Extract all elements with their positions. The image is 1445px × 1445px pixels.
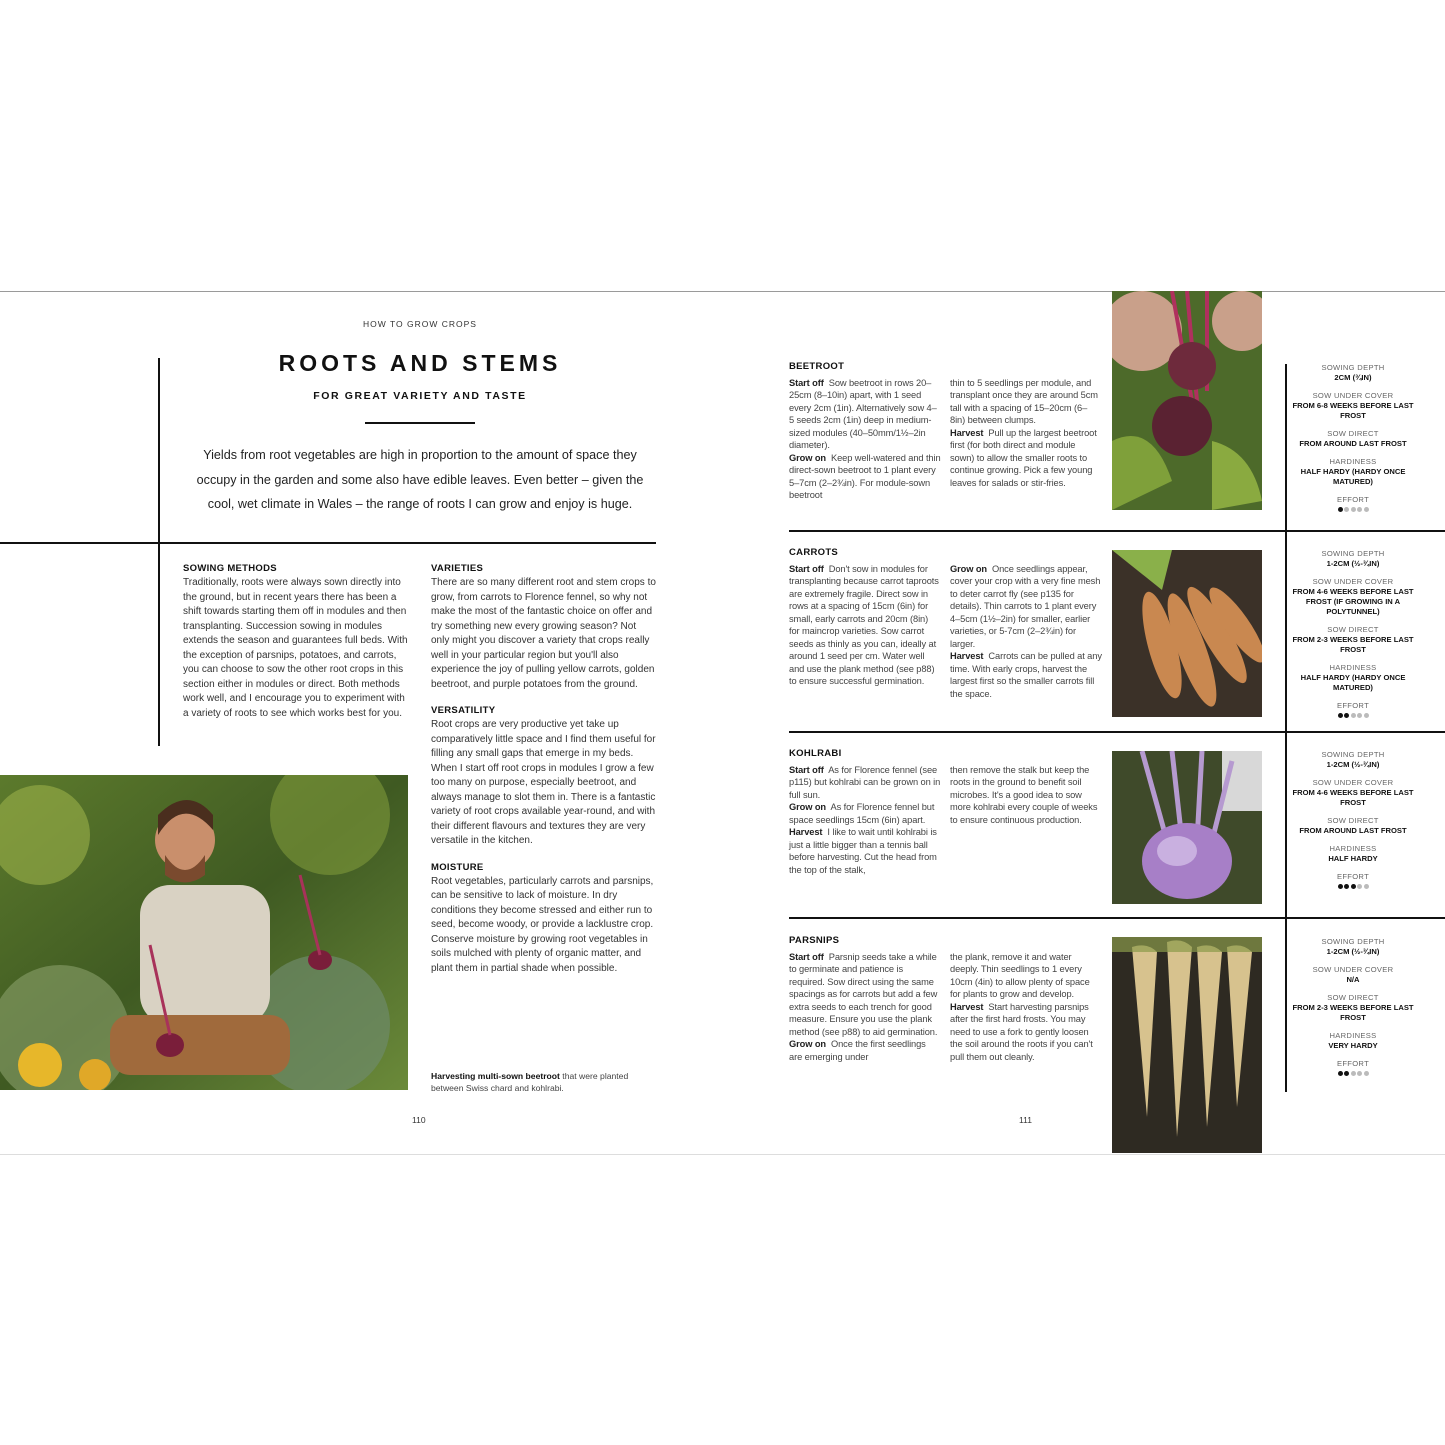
section-text: Root vegetables, particularly carrots and parsnips, can be sensitive to lack of moisture. In dry conditions they become stressed and either run to seed, become woody, or provide a lacklustre crop. Conserve moisture by growing root vegetables in soils mulched with plenty of organic matter, and plant them in partial shade when possible. — [431, 875, 654, 974]
crop-paragraph — [789, 377, 941, 452]
crop-paragraph — [950, 951, 1102, 1001]
crop-title: BEETROOT — [789, 361, 845, 372]
parsnips-photo — [1112, 937, 1262, 1153]
running-head: HOW TO GROW CROPS — [363, 319, 477, 329]
intro-text: Yields from root vegetables are high in proportion to the amount of space they occupy in the garden and some also have edible leaves. Even better – given the cool, wet climate in Wales – the range of roots I can grow and enjoy is huge. — [196, 448, 644, 511]
beetroot-photo — [1112, 291, 1262, 510]
crop-col1 — [789, 563, 941, 688]
crop-step-text: Pull up the largest beetroot first (for both direct and module sown) to allow the smaller roots to continue growing. Pick a few young leaves for salads or stir-fries. — [950, 427, 1097, 488]
crop-step-label: Start off — [789, 765, 824, 775]
info-label-sowing-depth: SOWING DEPTH — [1321, 750, 1385, 759]
crop-info-panel — [1286, 549, 1420, 718]
info-value-sow-direct: FROM AROUND LAST FROST — [1299, 439, 1407, 448]
crop-step-text: Carrots can be pulled at any time. With early crops, harvest the largest first so the smaller carrots fill the space. — [950, 651, 1102, 699]
effort-dot-icon — [1364, 884, 1369, 889]
effort-dot-icon — [1351, 713, 1356, 718]
crop-paragraph — [789, 801, 941, 826]
info-value-hardiness: VERY HARDY — [1328, 1041, 1378, 1050]
effort-dot-icon — [1351, 507, 1356, 512]
crop-step-label: Harvest — [950, 651, 984, 662]
crop-step-label: Harvest — [789, 827, 823, 838]
photo-caption — [431, 1071, 656, 1094]
effort-dot-icon — [1344, 1071, 1349, 1076]
crop-step-label: Grow on — [789, 1039, 827, 1050]
crop-step-text: As for Florence fennel (see p115) but kohlrabi can be grown on in full sun. — [789, 765, 941, 800]
crop-col1 — [789, 951, 941, 1063]
crop-step-text: Parsnip seeds take a while to germinate and patience is required. Sow direct using the same spacings as for carrots but add a few extra seeds to each trench for good measure. Ensure you use the plank method (see p88) to aid germination. — [789, 952, 938, 1037]
crop-step-label: Harvest — [950, 427, 984, 438]
crop-info-panel — [1286, 363, 1420, 512]
caption-text: that were planted between Swiss chard and kohlrabi. — [431, 1071, 629, 1093]
crop-paragraph — [950, 764, 1102, 826]
horizontal-divider — [0, 542, 656, 544]
crop-step-text: the plank, remove it and water deeply. Thin seedlings to 1 every 10cm (4in) to allow plenty of space for plants to grow and develop. — [950, 952, 1090, 1000]
column-right — [431, 562, 657, 988]
section-heading: SOWING METHODS — [183, 563, 277, 574]
vertical-divider — [158, 358, 160, 746]
info-value-sow-under-cover: FROM 4-6 WEEKS BEFORE LAST FROST — [1292, 788, 1414, 807]
page-title: ROOTS AND STEMS — [278, 350, 562, 376]
effort-rating — [1286, 507, 1420, 512]
info-label-sow-under-cover: SOW UNDER COVER — [1312, 391, 1394, 400]
crop-divider — [789, 731, 1445, 733]
effort-dot-icon — [1338, 507, 1343, 512]
crop-step-label: Grow on — [789, 802, 827, 813]
info-value-sowing-depth: 1-2CM (½-¾IN) — [1326, 760, 1380, 769]
crop-paragraph — [789, 563, 941, 688]
page-subtitle: FOR GREAT VARIETY AND TASTE — [313, 390, 527, 402]
crop-paragraph — [789, 1038, 941, 1063]
info-value-sowing-depth: 2CM (¾IN) — [1334, 373, 1372, 382]
crop-step-text: thin to 5 seedlings per module, and transplant once they are around 5cm tall with a spacing of 15–20cm (6–8in) between clumps. — [950, 378, 1098, 426]
crop-info-panel — [1286, 750, 1420, 889]
effort-dot-icon — [1357, 507, 1362, 512]
info-value-sow-under-cover: FROM 6-8 WEEKS BEFORE LAST FROST — [1292, 401, 1414, 420]
info-label-hardiness: HARDINESS — [1329, 457, 1377, 466]
section-text: Traditionally, roots were always sown directly into the ground, but in recent years there has been a shift towards starting them off in modules and then transplanting. Succession sowing in modules extends the season and guarantees full beds. With the exception of parsnips, potatoes, and carrots, you can choose to sow the other root crops in this section either in modules or direct. Both methods work well, and I encourage you to experiment with a variety of roots to see which works best for you. — [183, 577, 408, 719]
info-label-effort: EFFORT — [1336, 872, 1370, 881]
crop-step-label: Start off — [789, 952, 824, 962]
crop-step-text: Don't sow in modules for transplanting because carrot taproots are extremely fragile. Direct sow in rows at a spacing of 15cm (6in) for small, early carrots and 20cm (8in) for maincrop varieties. Sow carrot seeds as thinly as you can, ideally at around 1 seed per cm. Water well and use the plank method (see p88) to ensure successful germination. — [789, 564, 939, 687]
crop-step-text: Sow beetroot in rows 20–25cm (8–10in) apart, with 1 seed every 2cm (1in). Alternatively sow 4–5 seeds 2cm (1in) deep in medium-sized modules (40–50mm/1½–2in diameter). — [789, 378, 937, 451]
crop-step-text: then remove the stalk but keep the roots in the ground to benefit soil microbes. It's a good idea to sow more kohlrabi every couple of weeks to ensure continuous production. — [950, 765, 1098, 825]
crop-paragraph — [950, 377, 1102, 427]
info-value-hardiness: HALF HARDY (HARDY ONCE MATURED) — [1300, 673, 1406, 692]
kohlrabi-photo — [1112, 751, 1262, 904]
info-label-sow-direct: SOW DIRECT — [1327, 625, 1379, 634]
section-heading: MOISTURE — [431, 861, 484, 873]
effort-dot-icon — [1338, 1071, 1343, 1076]
info-value-sow-direct: FROM AROUND LAST FROST — [1299, 826, 1407, 835]
section-text: Root crops are very productive yet take up comparatively little space and I find them useful for filling any small gaps that emerge in my beds. When I start off root crops in modules I grow a few too many on purpose, especially beetroot, and always manage to slot them in. There is a fantastic variety of root crops available year-round, and with their different flavours and textures they are very versatile in the kitchen. — [431, 719, 656, 846]
info-label-sowing-depth: SOWING DEPTH — [1321, 937, 1385, 946]
crop-title: PARSNIPS — [789, 935, 840, 946]
effort-dot-icon — [1357, 1071, 1362, 1076]
column-left — [183, 562, 411, 733]
info-label-sow-direct: SOW DIRECT — [1327, 429, 1379, 438]
section-heading: VERSATILITY — [431, 705, 496, 716]
crop-paragraph — [950, 1001, 1102, 1063]
info-value-sow-direct: FROM 2-3 WEEKS BEFORE LAST FROST — [1292, 1003, 1414, 1022]
crop-step-label: Start off — [789, 378, 824, 388]
effort-dot-icon — [1357, 713, 1362, 718]
effort-dot-icon — [1344, 713, 1349, 718]
info-value-sowing-depth: 1-2CM (½-¾IN) — [1326, 559, 1380, 568]
crop-step-text: Once seedlings appear, cover your crop with a very fine mesh to deter carrot fly (see p135 for details). Thin carrots to 1 plant every 4–5cm (1½–2in) for smaller, earlier varieties, or 5-7cm (2–2¾in) for larger. — [950, 564, 1101, 649]
info-label-sow-under-cover: SOW UNDER COVER — [1312, 778, 1394, 787]
crop-step-text: As for Florence fennel but space seedlings 15cm (6in) apart. — [789, 802, 935, 825]
section-text: There are so many different root and stem crops to grow, from carrots to Florence fennel, so why not make the most of the fantastic choice on offer and try something new every growing season? Not only might you discover a variety that crops really well in your particular region but you'll also experience the joy of pulling yellow carrots, golden beetroot, and purple potatoes from the ground. — [431, 577, 656, 690]
info-label-sowing-depth: SOWING DEPTH — [1321, 363, 1385, 372]
info-label-sowing-depth: SOWING DEPTH — [1321, 549, 1385, 558]
crop-col2 — [950, 951, 1102, 1063]
crop-step-label: Grow on — [950, 564, 988, 574]
info-value-sow-under-cover: N/A — [1346, 975, 1360, 984]
crop-title: CARROTS — [789, 547, 839, 558]
page-number-left: 110 — [412, 1115, 426, 1125]
effort-rating — [1286, 884, 1420, 889]
info-label-sow-under-cover: SOW UNDER COVER — [1312, 577, 1394, 586]
info-label-sow-direct: SOW DIRECT — [1327, 816, 1379, 825]
effort-dot-icon — [1344, 507, 1349, 512]
info-label-sow-direct: SOW DIRECT — [1327, 993, 1379, 1002]
crop-divider — [789, 530, 1445, 532]
effort-dot-icon — [1364, 507, 1369, 512]
crop-col2 — [950, 563, 1102, 700]
info-value-sowing-depth: 1-2CM (½-¾IN) — [1326, 947, 1380, 956]
section-heading: VARIETIES — [431, 563, 484, 574]
crop-paragraph — [789, 951, 941, 1038]
gardener-photo — [0, 775, 408, 1090]
effort-rating — [1286, 713, 1420, 718]
crop-paragraph — [789, 826, 941, 876]
crop-step-label: Grow on — [789, 452, 827, 463]
effort-dot-icon — [1351, 884, 1356, 889]
crop-step-text: I like to wait until kohlrabi is just a little bigger than a tennis ball before harvesting. Cut the head from the top of the stalk, — [789, 827, 937, 875]
effort-dot-icon — [1364, 713, 1369, 718]
crop-col1 — [789, 377, 941, 502]
crop-step-label: Start off — [789, 564, 824, 574]
crop-col2 — [950, 377, 1102, 489]
crop-step-label: Harvest — [950, 1001, 984, 1012]
crop-paragraph — [950, 650, 1102, 700]
effort-dot-icon — [1364, 1071, 1369, 1076]
crop-info-panel — [1286, 937, 1420, 1076]
info-value-sow-under-cover: FROM 4-6 WEEKS BEFORE LAST FROST (IF GROWING IN A POLYTUNNEL) — [1292, 587, 1414, 616]
info-value-hardiness: HALF HARDY (HARDY ONCE MATURED) — [1300, 467, 1406, 486]
effort-dot-icon — [1344, 884, 1349, 889]
page-number-right: 111 — [1019, 1115, 1032, 1125]
crop-step-text: Keep well-watered and thin direct-sown beetroot to 1 plant every 5–7cm (2–2¾in). For module-sown beetroot — [789, 452, 941, 501]
crop-title: KOHLRABI — [789, 748, 842, 759]
carrots-photo — [1112, 550, 1262, 717]
crop-paragraph — [950, 427, 1102, 489]
info-label-effort: EFFORT — [1336, 495, 1370, 504]
effort-dot-icon — [1351, 1071, 1356, 1076]
info-label-effort: EFFORT — [1336, 1059, 1370, 1068]
caption-bold: Harvesting multi-sown beetroot — [431, 1071, 560, 1081]
info-value-hardiness: HALF HARDY — [1328, 854, 1378, 863]
crop-col1 — [789, 764, 941, 876]
info-label-hardiness: HARDINESS — [1329, 663, 1377, 672]
crop-step-text: Once the first seedlings are emerging under — [789, 1039, 926, 1062]
effort-dot-icon — [1357, 884, 1362, 889]
title-rule — [365, 422, 475, 424]
info-label-hardiness: HARDINESS — [1329, 1031, 1377, 1040]
info-label-hardiness: HARDINESS — [1329, 844, 1377, 853]
effort-rating — [1286, 1071, 1420, 1076]
info-value-sow-direct: FROM 2-3 WEEKS BEFORE LAST FROST — [1292, 635, 1414, 654]
info-label-effort: EFFORT — [1336, 701, 1370, 710]
effort-dot-icon — [1338, 884, 1343, 889]
crop-col2 — [950, 764, 1102, 826]
crop-step-text: Start harvesting parsnips after the first hard frosts. You may need to use a fork to gently loosen the soil around the roots if you can't pull them out cleanly. — [950, 1001, 1093, 1062]
crop-paragraph — [950, 563, 1102, 650]
effort-dot-icon — [1338, 713, 1343, 718]
crop-paragraph — [789, 764, 941, 801]
info-label-sow-under-cover: SOW UNDER COVER — [1312, 965, 1394, 974]
crop-paragraph — [789, 452, 941, 502]
crop-divider — [789, 917, 1445, 919]
sidebar-divider — [1285, 364, 1287, 1092]
